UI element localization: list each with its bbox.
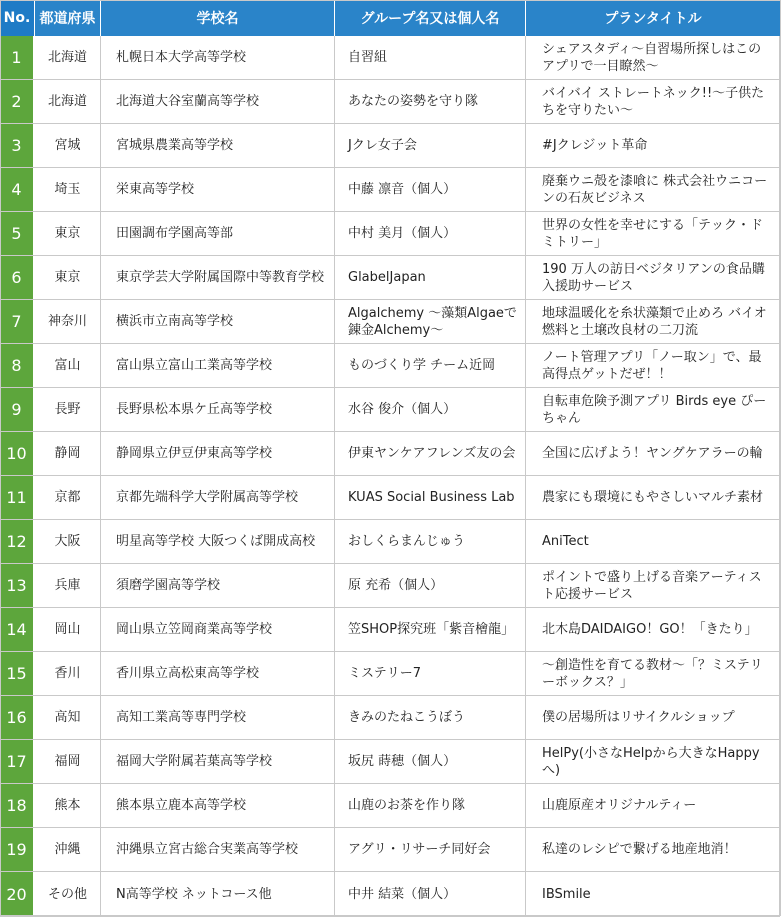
cell-prefecture: 東京 [35,212,101,255]
table-row [0,652,780,696]
cell-prefecture: 熊本 [35,784,101,827]
cell-plan: 地球温暖化を糸状藻類で止めろ バイオ燃料と土壌改良材の二刀流 [526,300,780,343]
cell-group: 坂尻 蒔穂（個人） [335,740,526,783]
cell-prefecture: 京都 [35,476,101,519]
cell-prefecture: 岡山 [35,608,101,651]
cell-plan: 自転車危険予測アプリ Birds eye ぴーちゃん [526,388,780,431]
table-header [0,0,780,36]
cell-school: 静岡県立伊豆伊東高等学校 [101,432,335,475]
row-number: 12 [0,520,35,563]
cell-prefecture: 大阪 [35,520,101,563]
cell-prefecture: 長野 [35,388,101,431]
cell-plan: 農家にも環境にもやさしいマルチ素材 [526,476,780,519]
cell-group: ものづくり学 チーム近岡 [335,344,526,387]
cell-group: 中藤 凛音（個人） [335,168,526,211]
table-row [0,300,780,344]
row-number: 15 [0,652,35,695]
cell-group: GlabelJapan [335,256,526,299]
cell-prefecture: 神奈川 [35,300,101,343]
header-plan: プランタイトル [526,0,780,36]
row-number: 18 [0,784,35,827]
cell-school: 沖縄県立宮古総合実業高等学校 [101,828,335,871]
cell-prefecture: 福岡 [35,740,101,783]
cell-school: 札幌日本大学高等学校 [101,36,335,79]
row-number: 14 [0,608,35,651]
cell-plan: AniTect [526,520,780,563]
row-number: 3 [0,124,35,167]
cell-plan: 190 万人の訪日ベジタリアンの食品購入援助サービス [526,256,780,299]
cell-prefecture: 香川 [35,652,101,695]
cell-school: 栄東高等学校 [101,168,335,211]
cell-plan: #Jクレジット革命 [526,124,780,167]
cell-school: 富山県立富山工業高等学校 [101,344,335,387]
cell-school: 須磨学園高等学校 [101,564,335,607]
cell-prefecture: 埼玉 [35,168,101,211]
cell-group: 伊東ヤンケアフレンズ友の会 [335,432,526,475]
cell-prefecture: 沖縄 [35,828,101,871]
header-no: No. [0,0,35,36]
cell-plan: シェアスタディ～自習場所探しはこのアプリで一目瞭然～ [526,36,780,79]
cell-group: ミステリー7 [335,652,526,695]
cell-prefecture: 静岡 [35,432,101,475]
cell-school: 横浜市立南高等学校 [101,300,335,343]
cell-group: アグリ・リサーチ同好会 [335,828,526,871]
cell-school: 香川県立高松東高等学校 [101,652,335,695]
row-number: 4 [0,168,35,211]
cell-school: 京都先端科学大学附属高等学校 [101,476,335,519]
cell-school: N高等学校 ネットコース他 [101,872,335,916]
row-number: 2 [0,80,35,123]
table-row [0,784,780,828]
cell-school: 田園調布学園高等部 [101,212,335,255]
cell-prefecture: 北海道 [35,36,101,79]
table-row [0,564,780,608]
table-row [0,740,780,784]
cell-prefecture: 兵庫 [35,564,101,607]
cell-group: 水谷 俊介（個人） [335,388,526,431]
row-number: 5 [0,212,35,255]
cell-prefecture: 高知 [35,696,101,739]
cell-plan: HelPy(小さなHelpから大きなHappyへ) [526,740,780,783]
cell-school: 宮城県農業高等学校 [101,124,335,167]
cell-prefecture: その他 [35,872,101,916]
cell-plan: 全国に広げよう！ヤングケアラーの輪 [526,432,780,475]
cell-prefecture: 北海道 [35,80,101,123]
cell-group: 自習組 [335,36,526,79]
table-row [0,344,780,388]
row-number: 20 [0,872,35,916]
table-row [0,828,780,872]
table-row [0,872,780,917]
table-row [0,608,780,652]
row-number: 11 [0,476,35,519]
cell-plan: 廃棄ウニ殻を漆喰に 株式会社ウニコーンの石灰ビジネス [526,168,780,211]
table-body [0,36,780,917]
row-number: 17 [0,740,35,783]
cell-plan: IBSmile [526,872,780,916]
table-row [0,36,780,80]
cell-plan: 北木島DAIDAIGO！GO！「きたり」 [526,608,780,651]
table-row [0,212,780,256]
cell-prefecture: 宮城 [35,124,101,167]
row-number: 10 [0,432,35,475]
cell-plan: バイバイ ストレートネック!!～子供たちを守りたい～ [526,80,780,123]
table-row [0,476,780,520]
cell-school: 長野県松本県ケ丘高等学校 [101,388,335,431]
cell-plan: 私達のレシピで繋げる地産地消！ [526,828,780,871]
cell-group: 中村 美月（個人） [335,212,526,255]
header-school: 学校名 [101,0,335,36]
row-number: 13 [0,564,35,607]
cell-prefecture: 富山 [35,344,101,387]
table-row [0,80,780,124]
cell-group: 山鹿のお茶を作り隊 [335,784,526,827]
table-row [0,256,780,300]
cell-school: 明星高等学校 大阪つくば開成高校 [101,520,335,563]
cell-school: 東京学芸大学附属国際中等教育学校 [101,256,335,299]
table-row [0,124,780,168]
table-row [0,388,780,432]
row-number: 19 [0,828,35,871]
cell-group: きみのたねこうぼう [335,696,526,739]
cell-group: 笠SHOP探究班「紫音檜龍」 [335,608,526,651]
row-number: 6 [0,256,35,299]
cell-plan: 山鹿原産オリジナルティー [526,784,780,827]
table-row [0,520,780,564]
cell-group: Jクレ女子会 [335,124,526,167]
cell-plan: ポイントで盛り上げる音楽アーティスト応援サービス [526,564,780,607]
row-number: 8 [0,344,35,387]
table-row [0,168,780,212]
cell-group: 原 充希（個人） [335,564,526,607]
row-number: 16 [0,696,35,739]
cell-group: Algalchemy ～藻類Algaeで錬金Alchemy～ [335,300,526,343]
cell-school: 熊本県立鹿本高等学校 [101,784,335,827]
cell-school: 北海道大谷室蘭高等学校 [101,80,335,123]
table-row [0,696,780,740]
row-number: 7 [0,300,35,343]
cell-group: あなたの姿勢を守り隊 [335,80,526,123]
table-row [0,432,780,476]
cell-group: 中井 結菜（個人） [335,872,526,916]
cell-prefecture: 東京 [35,256,101,299]
cell-plan: ノート管理アプリ「ノー取ン」で、最高得点ゲットだぜ！！ [526,344,780,387]
cell-plan: 世界の女性を幸せにする「テック・ドミトリー」 [526,212,780,255]
cell-group: おしくらまんじゅう [335,520,526,563]
cell-group: KUAS Social Business Lab [335,476,526,519]
cell-plan: 僕の居場所はリサイクルショップ [526,696,780,739]
row-number: 9 [0,388,35,431]
header-group: グループ名又は個人名 [335,0,526,36]
cell-school: 高知工業高等専門学校 [101,696,335,739]
row-number: 1 [0,36,35,79]
cell-school: 福岡大学附属若葉高等学校 [101,740,335,783]
cell-school: 岡山県立笠岡商業高等学校 [101,608,335,651]
cell-plan: ～創造性を育てる教材～「？ミステリーボックス？」 [526,652,780,695]
header-prefecture: 都道府県 [35,0,101,36]
